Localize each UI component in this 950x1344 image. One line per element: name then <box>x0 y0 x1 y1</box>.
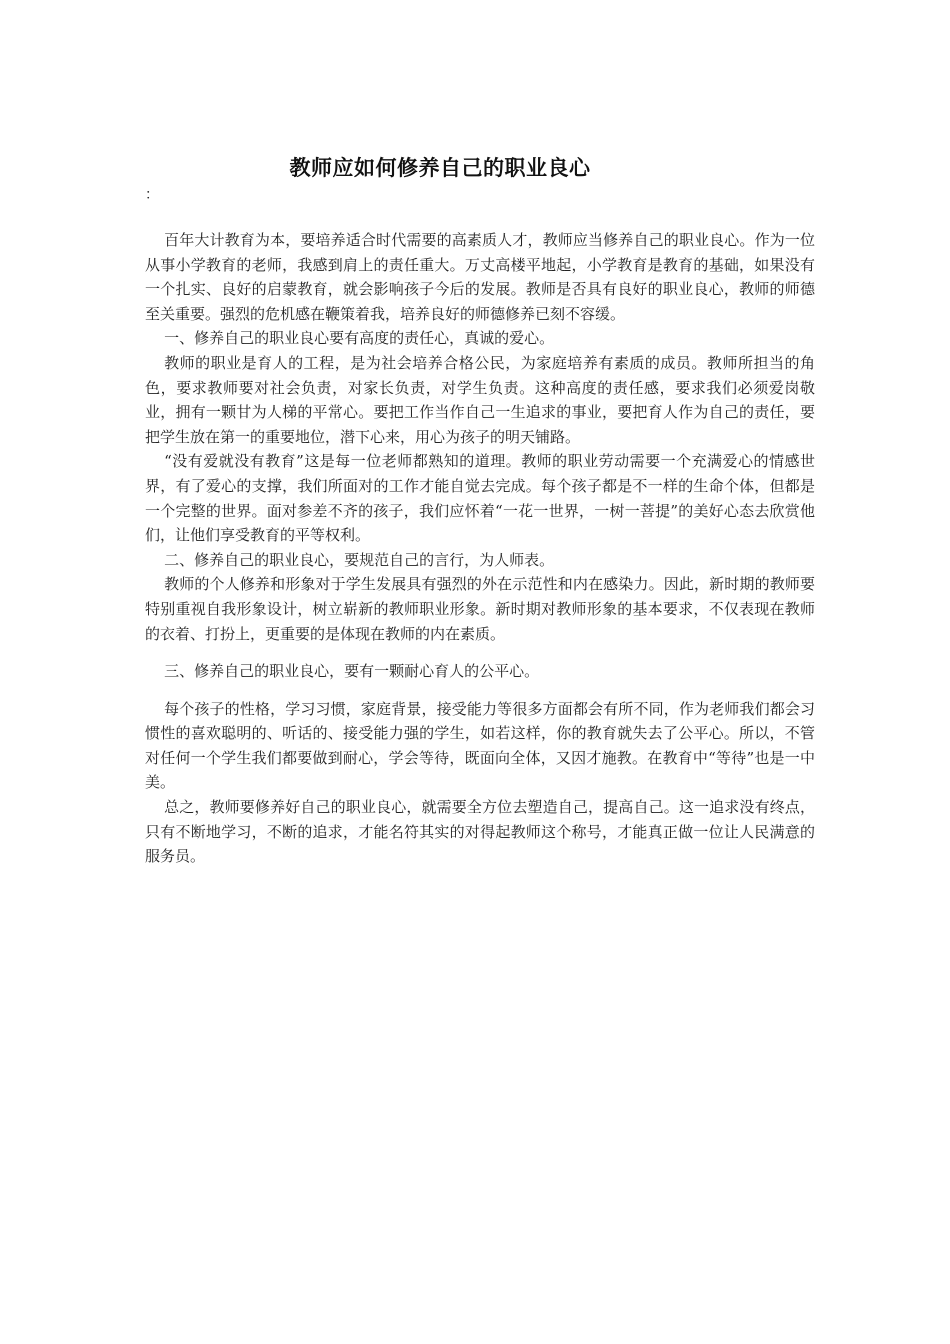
document-body <box>145 228 815 869</box>
paragraph: 教师的职业是育人的工程，是为社会培养合格公民，为家庭培养有素质的成员。教师所担当的角色，要求教师要对社会负责，对家长负责，对学生负责。这种高度的责任感，要求我们必须爱岗敬业，拥有一颗甘为人梯的平常心。要把工作当作自己一生追求的事业，要把育人作为自己的责任，要把学生放在第一的重要地位，潜下心来，用心为孩子的明天铺路。 <box>145 353 815 446</box>
paragraph-conclusion: 总之，教师要修养好自己的职业良心，就需要全方位去塑造自己，提高自己。这一追求没有终点，只有不断地学习，不断的追求，才能名符其实的对得起教师这个称号，才能真正做一位让人民满意的服务员。 <box>145 798 815 866</box>
section-heading-2: 二、修养自己的职业良心，要规范自己的言行，为人师表。 <box>164 550 555 569</box>
paragraph: 教师的个人修养和形象对于学生发展具有强烈的外在示范性和内在感染力。因此，新时期的教师要特别重视自我形象设计，树立崭新的教师职业形象。新时期对教师形象的基本要求，不仅表现在教师的衣着、打扮上，更重要的是体现在教师的内在素质。 <box>145 575 815 643</box>
section-heading-1: 一、修养自己的职业良心要有高度的责任心，真诚的爱心。 <box>164 329 555 348</box>
paragraph: 每个孩子的性格，学习习惯，家庭背景，接受能力等很多方面都会有所不同，作为老师我们都会习惯性的喜欢聪明的、听话的、接受能力强的学生，如若这样，你的教育就失去了公平心。所以，不管对任何一个学生我们都要做到耐心，学会等待，既面向全体，又因才施教。在教育中“等待”也是一中美。 <box>145 699 815 792</box>
paragraph: “没有爱就没有教育”这是每一位老师都熟知的道理。教师的职业劳动需要一个充满爱心的情感世界，有了爱心的支撑，我们所面对的工作才能自觉去完成。每个孩子都是不一样的生命个体，但都是一个完整的世界。面对参差不齐的孩子，我们应怀着“一花一世界，一树一菩提”的美好心态去欣赏他们，让他们享受教育的平等权利。 <box>145 452 815 545</box>
section-heading-3: 三、修养自己的职业良心，要有一颗耐心育人的公平心。 <box>164 662 540 681</box>
paragraph-intro: 百年大计教育为本，要培养适合时代需要的高素质人才，教师应当修养自己的职业良心。作为一位从事小学教育的老师，我感到肩上的责任重大。万丈高楼平地起，小学教育是教育的基础，如果没有一个扎实、良好的启蒙教育，就会影响孩子今后的发展。教师是否具有良好的职业良心，教师的师德至关重要。强烈的危机感在鞭策着我，培养良好的师德修养已刻不容缓。 <box>145 231 815 323</box>
document-title: 教师应如何修养自己的职业良心 <box>289 155 591 180</box>
colon-mark: ： <box>145 187 159 203</box>
